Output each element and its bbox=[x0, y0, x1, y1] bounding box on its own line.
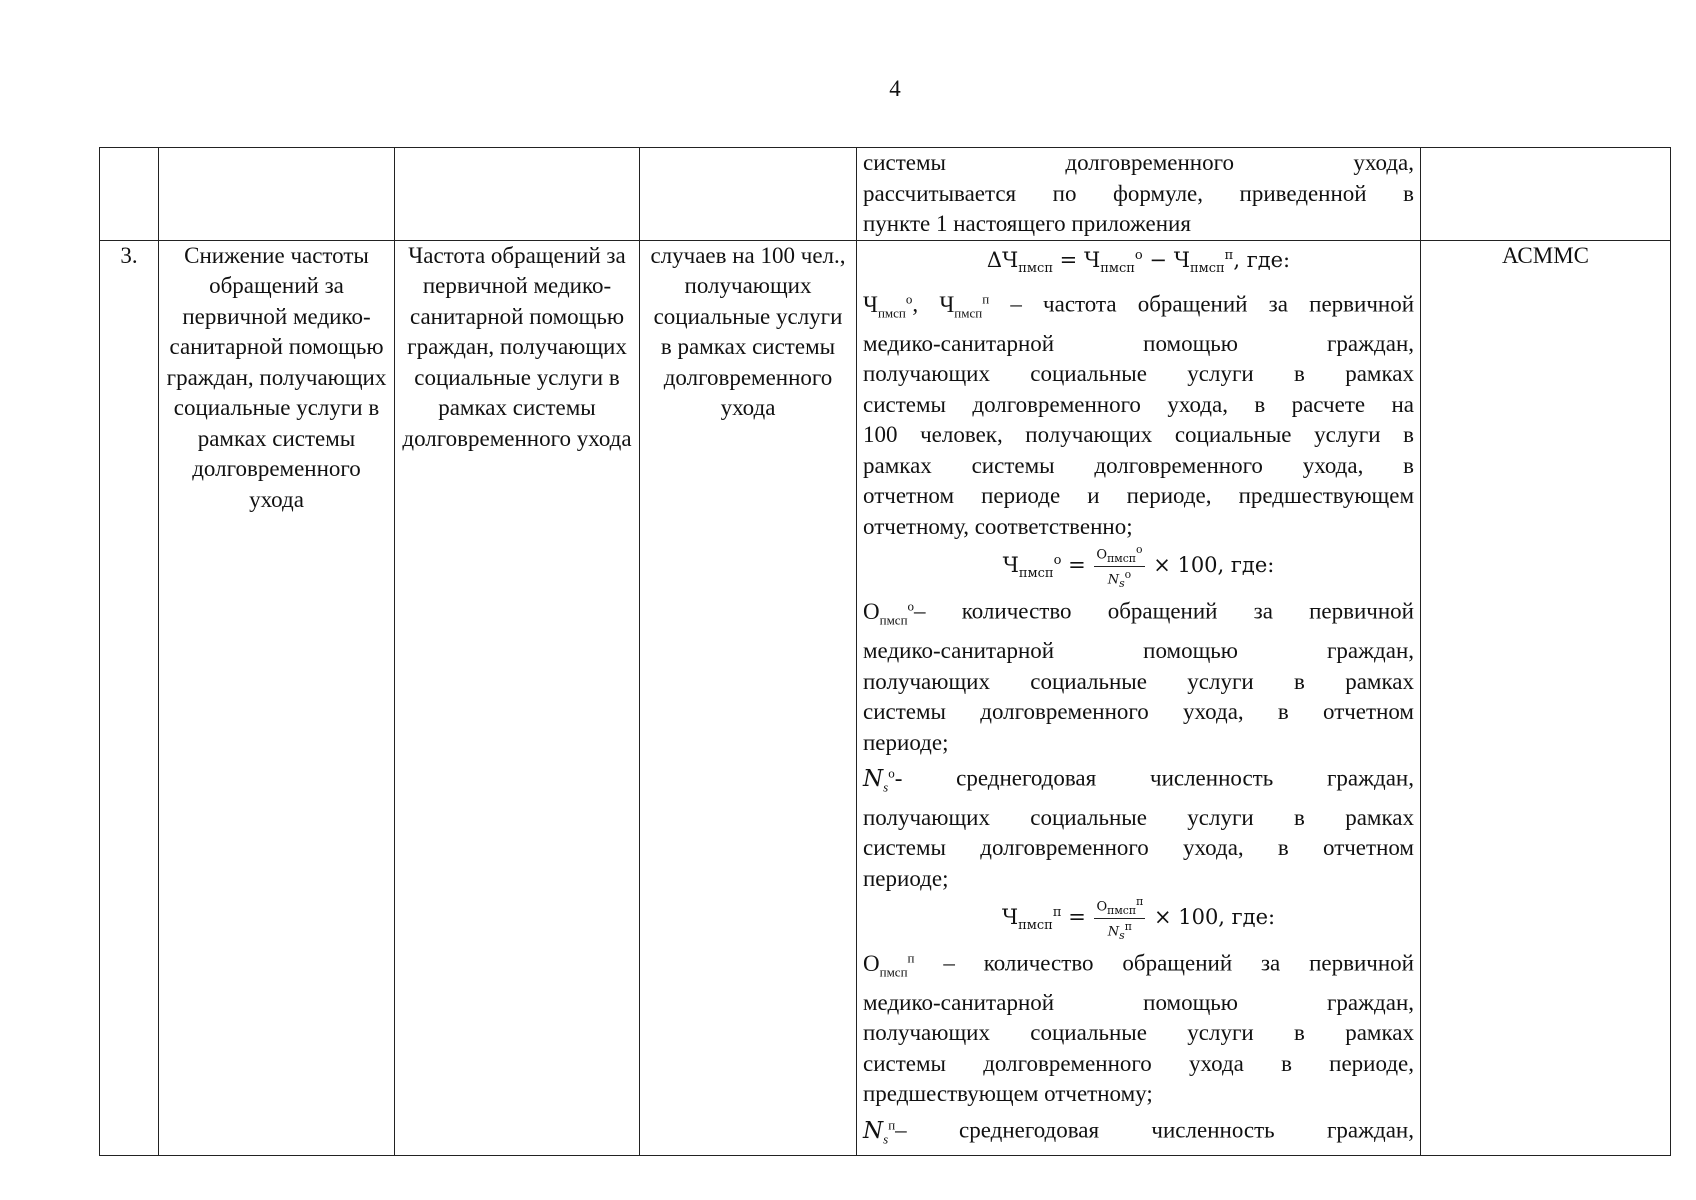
indicator-name: Частота обращений за первичной медико-санитарной помощью граждан, получающих социальные услуги в рамках системы долговременного ухода bbox=[395, 240, 640, 1155]
definition-line: системы долговременного ухода, в расчете на bbox=[863, 391, 1414, 417]
cell-source bbox=[1421, 148, 1671, 241]
definition-line: медико-санитарной помощью граждан, bbox=[863, 638, 1414, 664]
definition-line: системы долговременного ухода, в отчетном bbox=[863, 835, 1414, 861]
table-row-3 bbox=[100, 240, 1671, 1155]
definition-line: получающих социальные услуги в рамках bbox=[863, 804, 1414, 830]
definition-line: $О_{пмсп}^о-$ количество обращений за первичной bbox=[863, 598, 1414, 628]
cell-number bbox=[100, 148, 159, 241]
cell-indicator bbox=[395, 148, 640, 241]
cell-method-continued bbox=[857, 148, 1421, 241]
definition-line: получающих социальные услуги в рамках bbox=[863, 361, 1414, 387]
unit-of-measure: случаев на 100 чел., получающих социальные услуги в рамках системы долговременного ухода bbox=[640, 240, 857, 1155]
definition-line: системы долговременного ухода, в отчетном bbox=[863, 699, 1414, 725]
formula-previous-period: $Ч_{пмсп}^п$ = $\frac{О_{пмсп}^п}{N_s^п}$ × 100, где: bbox=[1001, 895, 1276, 943]
definition-line: системы долговременного ухода в периоде, bbox=[863, 1050, 1414, 1076]
definition-line: периоде; bbox=[863, 729, 949, 755]
definition-line: медико-санитарной помощью граждан, bbox=[863, 330, 1414, 356]
method-line: пункте 1 настоящего приложения bbox=[863, 211, 1191, 236]
cell-name bbox=[159, 148, 395, 241]
formula-delta: $\Delta Ч_{пмсп} = Ч_{пмсп}^о - Ч_{пмсп}^п$, где: bbox=[986, 247, 1291, 276]
definition-line: 100 человек, получающих социальные услуги в bbox=[863, 422, 1414, 448]
page-number: 4 bbox=[889, 76, 901, 101]
definition-line: $N_s^п-$ среднегодовая численность граждан, bbox=[863, 1116, 1414, 1147]
row-number: 3. bbox=[100, 240, 159, 1155]
definition-line: отчетном периоде и периоде, предшествующем bbox=[863, 483, 1414, 509]
definition-line: $Ч_{пмсп}^о$, $Ч_{пмсп}^п$ – частота обращений за первичной bbox=[863, 291, 1415, 321]
definition-line: получающих социальные услуги в рамках bbox=[863, 668, 1414, 694]
data-source: АСММС bbox=[1421, 240, 1671, 1155]
definition-line: $N_s^о-$ среднегодовая численность граждан, bbox=[863, 765, 1414, 795]
definition-line: $О_{пмсп}^п$ – количество обращений за первичной bbox=[863, 950, 1414, 980]
calculation-method bbox=[857, 240, 1421, 1155]
cell-unit bbox=[640, 148, 857, 241]
definition-line: предшествующем отчетному; bbox=[863, 1081, 1153, 1107]
table-row-continued bbox=[100, 148, 1671, 241]
method-line: рассчитывается по формуле, приведенной в bbox=[863, 180, 1414, 206]
method-line: системы долговременного ухода, bbox=[863, 150, 1414, 175]
definition-line: периоде; bbox=[863, 865, 949, 891]
indicator-table bbox=[99, 147, 1671, 1156]
definition-line: получающих социальные услуги в рамках bbox=[863, 1020, 1414, 1046]
definition-line: медико-санитарной помощью граждан, bbox=[863, 989, 1414, 1015]
indicator-goal: Снижение частоты обращений за первичной медико-санитарной помощью граждан, получающих социальные услуги в рамках системы долговременного ухода bbox=[159, 240, 395, 1155]
formula-reporting-period: $Ч_{пмсп}^о$ = $\frac{О_{пмсп}^о}{N_s^о}$ × 100, где: bbox=[1002, 543, 1275, 591]
definition-line: рамках системы долговременного ухода, в bbox=[863, 452, 1414, 478]
definition-line: отчетному, соответственно; bbox=[863, 513, 1133, 539]
